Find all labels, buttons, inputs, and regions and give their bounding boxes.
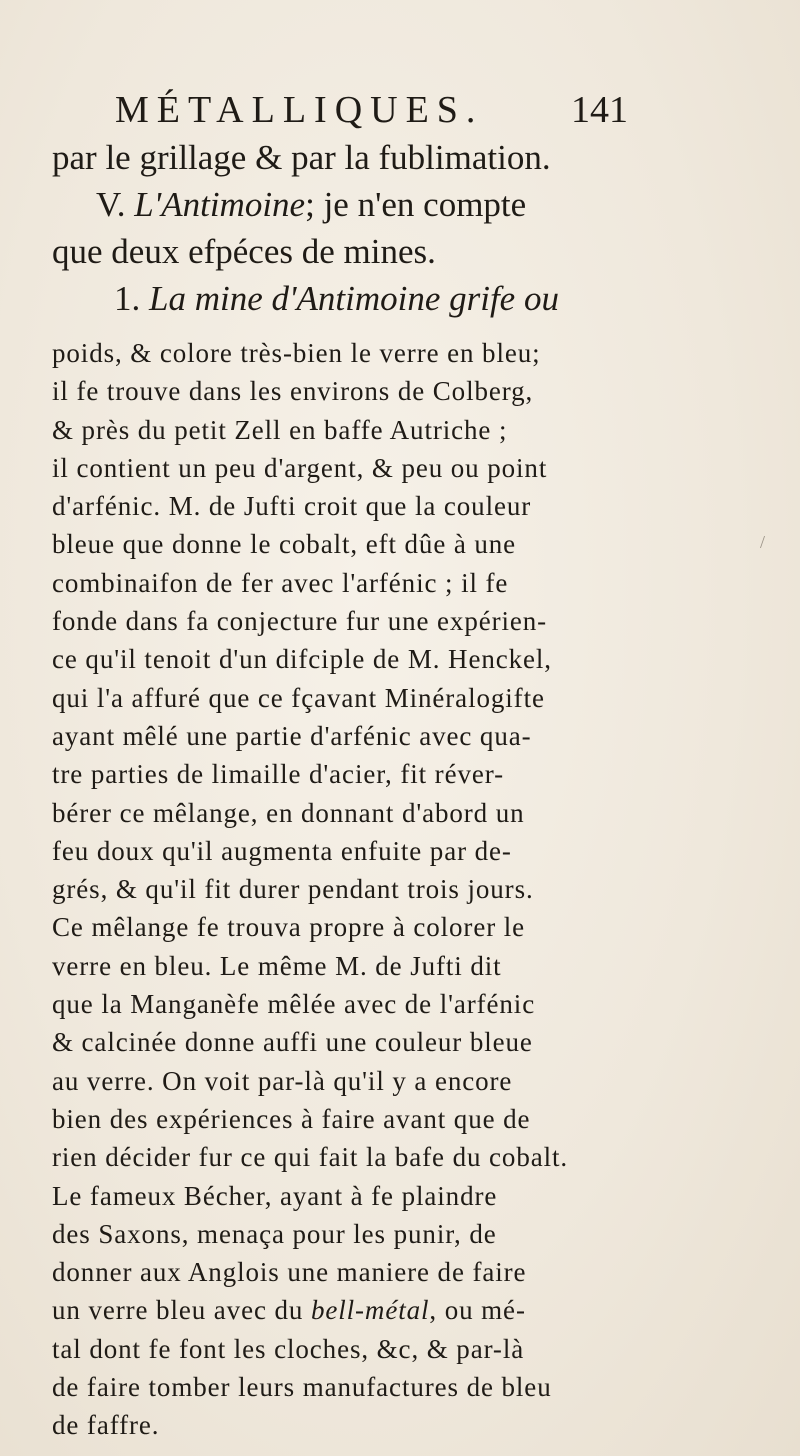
item-heading-italic: La mine d'Antimoine grife ou (149, 279, 559, 318)
body-line: poids, & colore très-bien le verre en bleu; (52, 338, 541, 368)
text-run: ; je n'en compte (305, 185, 527, 224)
body-line: des Saxons, menaça pour les punir, de (52, 1218, 497, 1249)
body-line: Ce mêlange fe trouva propre à colorer le (52, 912, 526, 943)
running-head (115, 88, 770, 134)
body-line: que la Manganèfe mêlée avec de l'arfénic (52, 989, 536, 1020)
body-line: bien des expériences à faire avant que de (52, 1103, 531, 1134)
text-line: par le grillage & par la fublimation. (52, 138, 551, 177)
body-line: qui l'a affuré que ce fçavant Minéralogifte (52, 682, 545, 713)
body-line: tre parties de limaille d'acier, fit réver- (52, 759, 504, 790)
body-line: & près du petit Zell en baffe Autriche ; (52, 414, 508, 445)
body-line: au verre. On voit par-là qu'il y a encore (52, 1065, 513, 1096)
section-heading-italic: L'Antimoine (134, 185, 306, 224)
body-line: verre en bleu. Le même M. de Jufti dit (52, 950, 502, 981)
section-number: V. (96, 185, 135, 224)
body-line: ce qu'il tenoit d'un difciple de M. Henckel, (52, 644, 552, 675)
body-line: combinaifon de fer avec l'arfénic ; il fe (52, 567, 509, 598)
text-line (52, 181, 772, 228)
body-line: Le fameux Bécher, ayant à fe plaindre (52, 1180, 498, 1211)
text-line: que deux efpéces de mines. (52, 232, 436, 271)
body-line: rien décider fur ce qui fait la bafe du cobalt. (52, 1142, 569, 1173)
page-number: 141 (571, 89, 628, 131)
body-line: il contient un peu d'argent, & peu ou point (52, 452, 548, 483)
body-line: fonde dans fa conjecture fur une expérien- (52, 606, 548, 637)
body-text-block (52, 334, 772, 1445)
running-head-title: MÉTALLIQUES. (115, 89, 484, 131)
body-line: ayant mêlé une partie d'arfénic avec qua- (52, 720, 532, 751)
item-number: 1. (114, 279, 149, 318)
italic-term: bell-métal (310, 1295, 430, 1326)
margin-mark: / (760, 532, 766, 552)
body-line: d'arfénic. M. de Jufti croit que la couleur (52, 491, 532, 522)
body-line: tal dont fe font les cloches, &c, & par-là (52, 1333, 525, 1364)
body-line: feu doux qu'il augmenta enfuite par de- (52, 835, 512, 866)
body-line: & calcinée donne auffi une couleur bleue (52, 1027, 533, 1058)
body-line: bleue que donne le cobalt, eft dûe à une (52, 529, 517, 560)
body-line: bérer ce mêlange, en donnant d'abord un (52, 797, 525, 828)
body-line: donner aux Anglois une maniere de faire (52, 1257, 527, 1288)
body-line: il fe trouve dans les environs de Colberg, (52, 376, 534, 407)
body-line: un verre bleu avec du bell-métal, ou mé- (52, 1295, 526, 1326)
body-line: de faffre. (52, 1410, 160, 1441)
top-text-block (52, 134, 772, 322)
body-line: de faire tomber leurs manufactures de bleu (52, 1372, 552, 1403)
text-line (52, 275, 772, 322)
body-line: grés, & qu'il fit durer pendant trois jours. (52, 874, 534, 905)
